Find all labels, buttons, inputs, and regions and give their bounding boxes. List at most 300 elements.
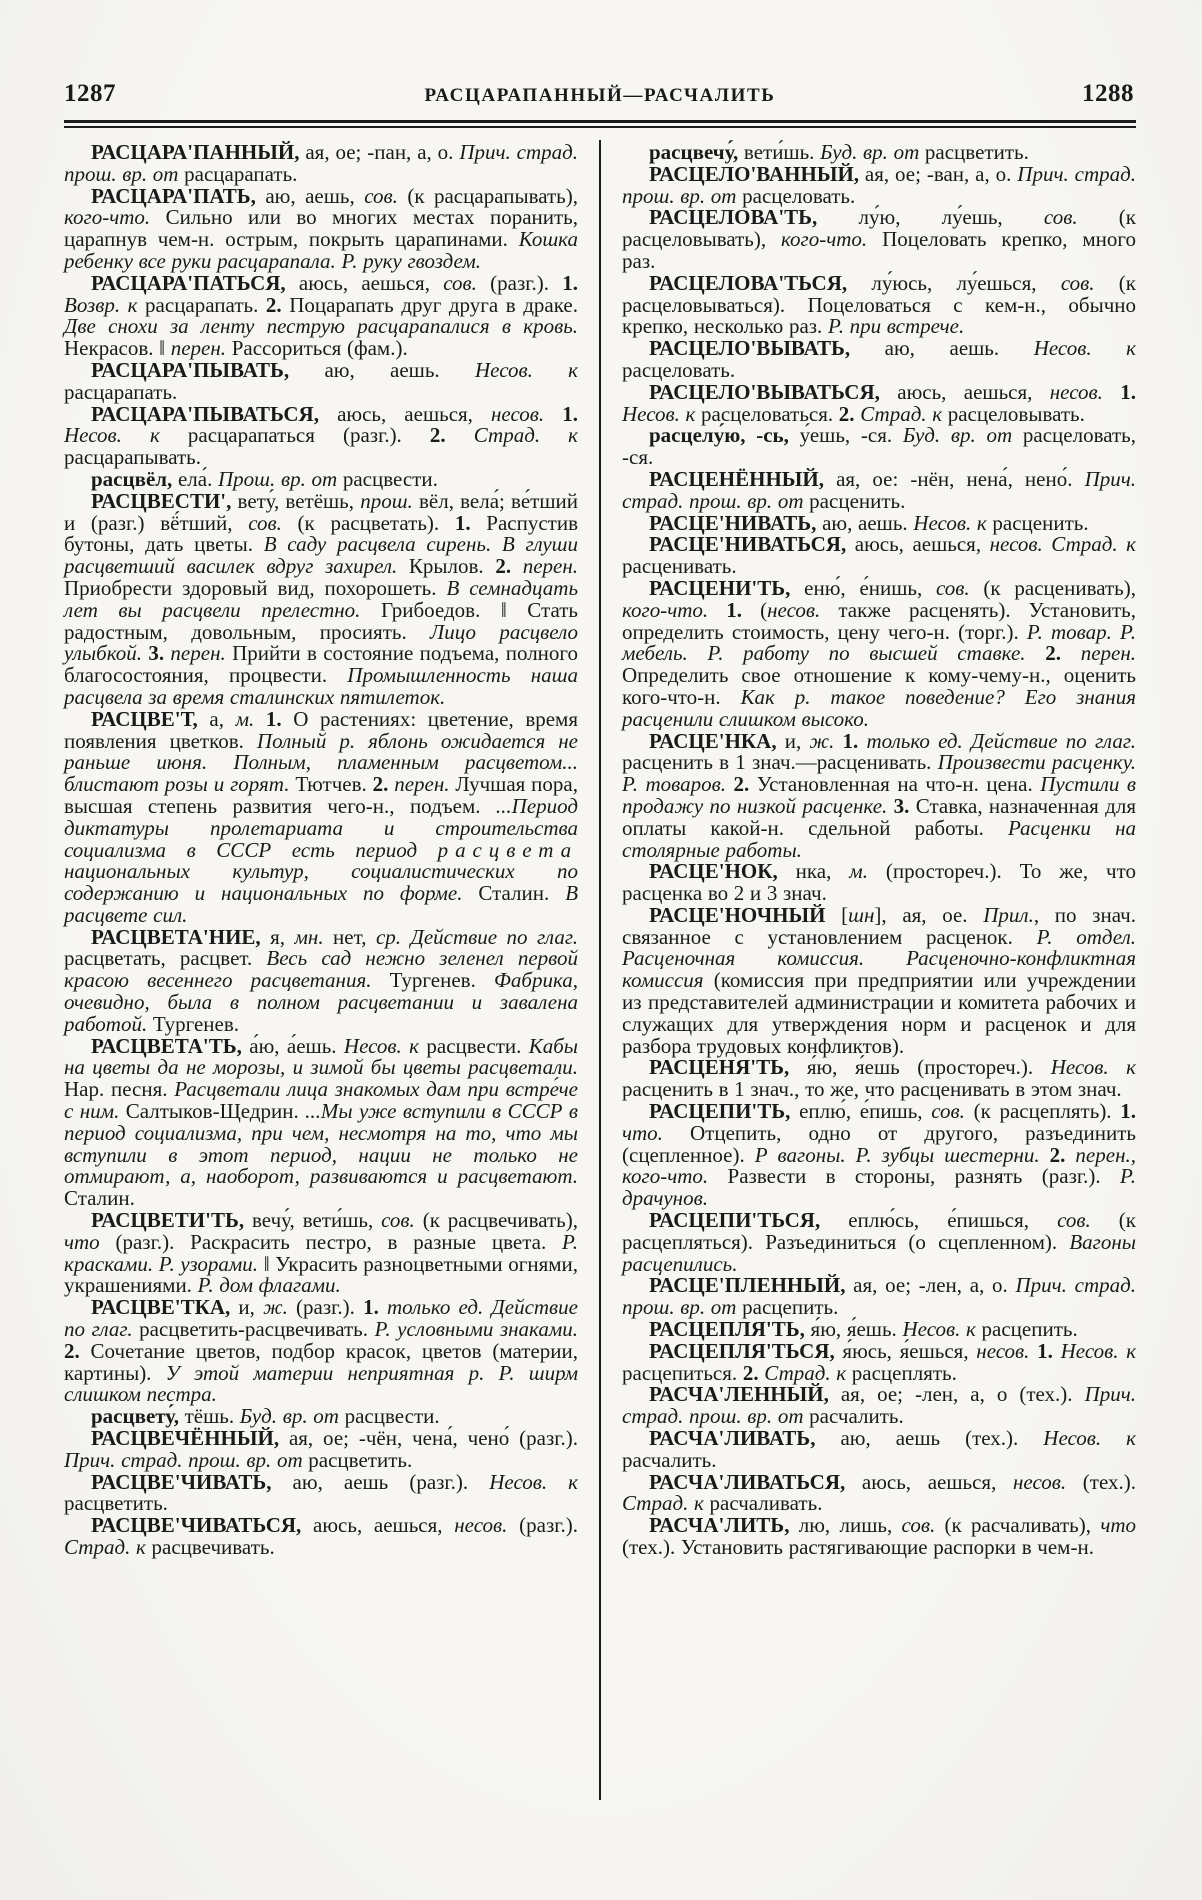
entry-text-run: У этой материи неприятная р. Р. ширм слишком пестра. [64, 1360, 578, 1407]
entry-text-run: Р. условными знаками. [374, 1317, 579, 1342]
entry-text-run: что [1100, 1513, 1136, 1538]
entry-text-run: Распустив бутоны, дать цветы. [64, 510, 578, 557]
entry-text-run: расцветить. [64, 1491, 168, 1516]
entry-text-run: (к расчаливать), [935, 1513, 1101, 1538]
entry-text-run: расцвета [437, 837, 578, 862]
entry-text-run: расцеловать. [736, 183, 856, 208]
entry-text-run: я́юсь, я́ешься, [834, 1338, 977, 1363]
entry-text-run: вету́, ветёшь, [231, 488, 361, 513]
entry-text-run: Пустили в продажу по низкой расценке. [622, 772, 1137, 818]
dictionary-entry [64, 466, 578, 491]
entry-text-run: 1. [726, 597, 743, 622]
entry-text-run: перен. [170, 336, 227, 361]
headword: РАСЦЕНИ'ТЬ, [649, 575, 791, 600]
entry-text-run: 1. [562, 270, 578, 295]
entry-text-run: Промышленность наша расцвела за время сталинских пятилеток. [64, 663, 578, 709]
entry-text-run [511, 554, 523, 578]
headword: РАСЦЕПЛЯ'ТЬ, [649, 1317, 805, 1342]
entry-text-run: 2. [838, 401, 855, 426]
headword: РАСЦЕЛО'ВЫВАТЬСЯ, [649, 379, 880, 404]
entry-text-run: а́ю, а́ешь. [241, 1033, 344, 1058]
entry-text-run: 2. [1045, 641, 1061, 666]
entry-text-run: ж. [809, 728, 835, 753]
entry-text-run: лу́юсь, лу́ешься, [847, 270, 1061, 295]
entry-text-run: Несов. к [1060, 1338, 1137, 1363]
dictionary-entry [622, 466, 1136, 513]
entry-text-run: Две снохи за ленту пеструю расцарапалися в кровь. [64, 314, 578, 339]
page-number-left: 1287 [64, 80, 116, 107]
entry-text-run: расцвести. [419, 1033, 529, 1058]
entry-text-run: у́ешь, -ся. [788, 423, 903, 448]
entry-text-run: перен. [1080, 641, 1137, 666]
entry-text-run: ая, ое; -ван, а, о. [859, 161, 1018, 186]
entry-text-run: (к расцарапывать), [397, 183, 578, 208]
entry-text-run: Грибоедов. ‖ Стать радостным, довольным, просиять. [64, 597, 578, 644]
entry-text-run: расцарапаться (разг.). [159, 423, 430, 448]
entry-text-run: аю, аешь. [850, 336, 1034, 361]
entry-text-run [1043, 532, 1052, 556]
dictionary-entry [64, 401, 579, 470]
dictionary-entry [64, 183, 578, 273]
entry-text-run: расцарапать. [178, 161, 298, 186]
entry-text-run: 2. [1049, 1142, 1066, 1167]
dictionary-entry [64, 1297, 578, 1406]
dictionary-entry [64, 924, 579, 1036]
entry-text-run: Кабы на цветы да не морозы, и зимой бы цветы расцветали. [64, 1033, 578, 1080]
entry-text-run: Как р. такое поведение? Его знания расценили слишком высоко. [622, 684, 1136, 731]
entry-text-run: лю, лишь, [789, 1513, 902, 1538]
entry-text-run: что. [622, 1120, 663, 1145]
header-double-rule [64, 120, 1136, 128]
entry-text-run: 2. [429, 423, 446, 448]
entry-text-run: только ед. Действие по глаг. [866, 728, 1136, 753]
entry-text-run: аю, аешь. [289, 357, 475, 382]
entry-text-run: Несов. к [622, 401, 696, 426]
headword: РАСЦЕЛОВА'ТЬСЯ, [649, 270, 848, 295]
entry-text-run: нет, [323, 924, 376, 949]
entry-text-run: Установленная на что-н. цена. [749, 772, 1041, 797]
dictionary-entry [622, 1210, 1136, 1275]
entry-text-run: Лицо расцвело улыбкой. [64, 619, 579, 666]
entry-text-run: Прич. страд. прош. вр. от [64, 1447, 303, 1472]
dictionary-entry [64, 142, 578, 186]
entry-text-run [1103, 380, 1120, 404]
entry-text-run: Страд. к [860, 401, 943, 426]
entry-text-run: и, [776, 728, 810, 753]
entry-text-run: а, [197, 706, 236, 731]
entry-text-run [1029, 1339, 1037, 1363]
headword: РАСЧА'ЛИВАТЬ, [649, 1426, 816, 1451]
entry-text-run: расценить. [803, 488, 906, 513]
entry-text-run: нка, [777, 859, 850, 884]
entry-text-run: (тех.). [1066, 1469, 1136, 1494]
entry-text-run: ела́. [172, 466, 219, 491]
entry-text-run: я, [260, 924, 295, 949]
headword: РАСЦЕЛОВА'ТЬ, [649, 205, 818, 230]
headword: РАСЦЕ'ПЛЕННЫЙ, [649, 1273, 846, 1298]
entry-text-run [1053, 1339, 1061, 1363]
dictionary-entry [64, 1406, 578, 1428]
headword: РАСЦВЕТИ'ТЬ, [91, 1208, 245, 1233]
entry-text-run: 2. [495, 554, 512, 579]
entry-text-run: несов. [976, 1338, 1030, 1363]
entry-text-run: 3. [893, 793, 910, 818]
headword: РАСЦВЕ'ЧИВАТЬ, [91, 1469, 272, 1494]
entry-text-run: расцветить. [302, 1447, 413, 1472]
entry-text-run: аюсь, аешься, [318, 401, 492, 426]
entry-text-run: Тютчев. [289, 772, 373, 797]
dictionary-entry [622, 207, 1136, 272]
entry-text-run: расчаливать. [703, 1491, 823, 1516]
entry-text-run: Несов. к [1050, 1055, 1136, 1080]
entry-text-run: О растениях: цветение, время появления цветков. [64, 706, 578, 753]
entry-text-run: расцеловывать. [942, 401, 1085, 426]
headword: РАСЦЕНЯ'ТЬ, [649, 1055, 790, 1080]
entry-text-run: расценить. [986, 510, 1089, 535]
entry-text-run: Кошка ребенку все руки расцарапала. Р. руку гвоздем. [64, 227, 578, 273]
entry-text-run: расцарапывать. [64, 445, 202, 470]
entry-text-run: Страд. к [622, 1491, 704, 1516]
headword: РАСЦВЕСТИ', [91, 488, 232, 513]
column-left [64, 142, 578, 1559]
entry-text-run: (разг.). [476, 270, 563, 295]
entry-text-run: Несов. к [64, 423, 160, 448]
entry-text-run: перен., кого-что. [622, 1142, 1136, 1189]
entry-text-run: В семнадцать лет вы расцвели прелестно. [64, 575, 579, 622]
entry-text-run: 1. [1120, 1099, 1136, 1124]
entry-text-run: расценить в 1 знач., то же, что расценивать в этом знач. [622, 1077, 1122, 1102]
entry-text-run: сов. [1057, 1208, 1091, 1233]
entry-text-run: В саду расцвела сирень. В глуши расцветший василек вдруг захирел. [64, 532, 579, 579]
entry-text-run: Прич. страд. прош. вр. от [622, 1273, 1137, 1320]
entry-text-run: Р. при встрече. [827, 314, 965, 339]
entry-text-run: аю, аешь (тех.). [815, 1426, 1044, 1451]
entry-text-run: сов. [1060, 270, 1095, 295]
entry-text-run: Прич. страд. прош. вр. от [64, 140, 578, 186]
column-divider [599, 140, 601, 1800]
entry-text-run: Буд. вр. от [902, 423, 1013, 448]
entry-text-run: Поцеловать крепко, много раз. [622, 227, 1136, 273]
entry-text-run: Прийти в состояние подъема, полного благосостояния, процвести. [64, 641, 578, 688]
entry-text-run: ...Мы уже вступили в СССР в период социализма, при чем, несмотря на то, что мы вступили в этот период, нации не только не отмирают, а, наоборот, развиваются и расцветают. [64, 1099, 578, 1189]
entry-text-run [254, 707, 266, 731]
entry-text-run: Прош. вр. от [218, 466, 338, 491]
entry-text-run: расцвести. [337, 466, 438, 491]
headword: РАСЦАРА'ПАТЬ, [91, 183, 256, 208]
entry-text-run: В расцвете сил. [64, 881, 579, 927]
entry-text-run: Крылов. [397, 554, 496, 579]
entry-text-run: 1. [1120, 379, 1136, 404]
entry-text-run: Буд. вр. от [820, 140, 920, 164]
entry-text-run: Тургенев. [147, 1011, 240, 1036]
entry-text-run: сов. [248, 510, 282, 535]
entry-text-run: расцветить. [919, 140, 1029, 164]
entry-text-run: 2. [265, 292, 282, 317]
entry-text-run: (разг.). [507, 1513, 578, 1538]
entry-text-run: Р вагоны. Р. зубцы шестерни. [754, 1142, 1040, 1167]
entry-text-run: Сильно или во многих местах поранить, царапнув чем-н. острым, покрыть царапинами. [64, 205, 578, 252]
headword: РАСЧА'ЛИВАТЬСЯ, [649, 1469, 846, 1494]
entry-text-run: тёшь. [178, 1404, 240, 1429]
entry-text-run: несов. [1012, 1469, 1067, 1494]
headword: РАСЦЕЛО'ВЫВАТЬ, [649, 336, 851, 361]
entry-text-run: Р. отдел. Расценочная комиссия. Расценочно-конфликтная комиссия [622, 924, 1136, 993]
entry-text-run [708, 598, 726, 622]
entry-text-run: несов. [989, 532, 1043, 557]
entry-text-run: расцепить. [736, 1295, 839, 1320]
entry-text-run: сов. [901, 1513, 936, 1538]
dictionary-entry [622, 338, 1136, 382]
headword: РАСЧА'ЛИТЬ, [649, 1513, 790, 1538]
entry-text-run [858, 729, 866, 753]
headword: РАСЦАРА'ПАННЫЙ, [91, 140, 300, 164]
entry-text-run: еплю́, е́пишь, [790, 1099, 932, 1124]
entry-text-run: аюсь, аешься, [285, 270, 444, 295]
entry-text-run: ая, ое; -чён, чена́, чено́ (разг.). [279, 1426, 578, 1451]
entry-text-run: расцепиться. [622, 1360, 743, 1385]
dictionary-entry [622, 270, 1136, 339]
entry-text-run: (к расценивать), [969, 575, 1136, 600]
entry-text-run: 2. [742, 1360, 759, 1385]
entry-text-run: аюсь, аешься, [879, 379, 1050, 404]
headword: РАСЦВЕ'ЧИВАТЬСЯ, [91, 1513, 302, 1538]
entry-text-run: расцеловать, -ся. [622, 423, 1136, 470]
entry-text-run: прош. [360, 488, 413, 513]
dictionary-entry [622, 1275, 1136, 1319]
entry-text-run: ая, ое; -лен, а, о (тех.). [828, 1382, 1085, 1407]
entry-text-run: Вагоны расцепились. [622, 1229, 1136, 1276]
entry-text-run: 1. [454, 510, 471, 535]
headword: РАСЦЕПИ'ТЬСЯ, [649, 1208, 821, 1233]
entry-text-run: сов. [1043, 205, 1078, 230]
entry-text-run: (к расцеловываться). Поцеловаться с кем-н., обычно крепко, несколько раз. [622, 270, 1136, 339]
entry-text-run: Прич. страд. прош. вр. от [622, 161, 1136, 208]
dictionary-entry [622, 1057, 1136, 1101]
dictionary-entry [622, 1428, 1136, 1472]
entry-text-run: Р. товар. Р. мебель. Р. работу по высшей ставке. [622, 619, 1136, 666]
entry-text-run [834, 729, 842, 753]
headword: РАСЦВЕ'Т, [91, 706, 198, 731]
entry-text-run [379, 1295, 387, 1319]
entry-text-run [1065, 1143, 1075, 1167]
entry-text-run: Страд. к [64, 1535, 146, 1559]
entry-text-run: Р. драчунов. [622, 1164, 1136, 1211]
entry-text-run: Несов. к [902, 1317, 976, 1342]
entry-text-run: Расцветали лица знакомых дам при встре́че с ним. [64, 1077, 578, 1124]
entry-text-run: я́ю, я́ешь. [804, 1317, 903, 1342]
entry-text-run: и, [230, 1295, 264, 1320]
dictionary-entry [622, 1515, 1136, 1559]
entry-text-run: м. [235, 706, 255, 731]
headword: расцелу́ю, -сь, [649, 423, 789, 448]
dictionary-entry [622, 425, 1136, 469]
entry-text-run: перен. [170, 641, 226, 666]
entry-text-run: Страд. к [473, 423, 579, 448]
entry-text-run: Расценки на столярные работы. [622, 815, 1136, 862]
text-columns [64, 142, 1136, 1559]
entry-text-run: 1. [265, 706, 282, 731]
entry-text-run: Полный р. яблонь ожидается не раньше июня. Полным, пламенным расцветом... блистают розы и горят. [64, 728, 578, 797]
dictionary-entry [622, 534, 1136, 578]
entry-text-run: Буд. вр. от [239, 1404, 339, 1429]
headword: РАСЦЕ'НИВАТЬСЯ, [649, 532, 847, 557]
headword: РАСЦВЕТА'НИЕ, [91, 924, 261, 949]
entry-text-run: ( [742, 597, 768, 622]
entry-text-run: мн. [294, 924, 324, 949]
dictionary-entry [622, 1338, 1137, 1385]
entry-text-run: Отцепить, одно от другого, разъединить (сцепленное). [622, 1120, 1136, 1167]
running-head: РАСЦАРАПАННЫЙ—РАСЧАЛИТЬ [424, 85, 776, 106]
entry-text-run: Поцарапать друг друга в драке. [281, 292, 578, 317]
entry-text-run: ая, ое; -лен, а, о. [845, 1273, 1016, 1298]
dictionary-entry [622, 902, 1136, 1058]
column-right [622, 142, 1136, 1559]
headword: РАСЦЕПИ'ТЬ, [649, 1099, 791, 1124]
headword: РАСЦАРА'ПЫВАТЬСЯ, [91, 401, 319, 426]
entry-text-run: Прил. [983, 902, 1034, 927]
entry-text-run: я́ю, я́ешь (простореч.). [789, 1055, 1051, 1080]
entry-text-run [1061, 641, 1081, 665]
dictionary-entry [64, 270, 578, 361]
entry-text-run: Весь сад нежно зеленел первой красою весеннего расцветания. [64, 946, 578, 993]
headword: РАСЦАРА'ПАТЬСЯ, [91, 270, 286, 295]
headword: РАСЦЕ'НКА, [649, 728, 777, 753]
headword: РАСЧА'ЛЕННЫЙ, [649, 1382, 829, 1407]
entry-text-run: только ед. Действие по глаг. [64, 1295, 578, 1342]
entry-text-run: вёл, вела́; ве́тший и (разг.) вё́тший, [64, 488, 578, 535]
entry-text-run: Рассориться (фам.). [226, 336, 408, 361]
entry-text-run: ...Период диктатуры пролетариата и строительства социализма в СССР есть период [64, 793, 578, 862]
entry-text-run: Лучшая пора, высшая степень развития чего-н., подъем. [64, 772, 578, 818]
entry-text-run: 3. [148, 641, 165, 666]
entry-text-run [1026, 641, 1046, 665]
entry-text-run: 2. [733, 772, 750, 797]
entry-text-run [446, 423, 474, 447]
dictionary-entry [622, 161, 1136, 208]
entry-text-run: сов. [381, 1208, 415, 1233]
headword: РАСЦАРА'ПЫВАТЬ, [91, 357, 290, 382]
entry-text-run: кого-что. [64, 205, 151, 230]
entry-text-run: расцарапать. [137, 292, 266, 317]
entry-text-run: Сталин. [462, 881, 566, 906]
headword: РАСЦЕПЛЯ'ТЬСЯ, [649, 1338, 835, 1363]
dictionary-entry [622, 142, 1136, 164]
entry-text-run: аюсь, аешься, [846, 532, 990, 557]
headword: РАСЦЕНЁННЫЙ, [649, 466, 824, 491]
dictionary-entry [64, 1515, 578, 1559]
entry-text-run [1040, 1143, 1050, 1167]
entry-text-run: расцвечивать. [145, 1535, 275, 1559]
headword: РАСЦВЕТА'ТЬ, [91, 1033, 242, 1058]
entry-text-run: (к расцепляться). Разъединиться (о сцепленном). [622, 1208, 1136, 1254]
entry-text-run: шн [848, 902, 875, 927]
entry-text-run: 2. [64, 1338, 80, 1363]
entry-text-run: ж. [263, 1295, 288, 1320]
entry-text-run: Несов. к [913, 510, 987, 535]
entry-text-run: несов. [767, 597, 821, 622]
entry-text-run: Несов. к [1043, 1426, 1136, 1451]
page-header [64, 72, 1136, 120]
entry-text-run: сов. [931, 1099, 965, 1124]
dictionary-entry [64, 488, 579, 709]
dictionary-entry [622, 379, 1136, 426]
entry-text-run: ср. Действие по глаг. [375, 924, 579, 949]
entry-text-run: сов. [936, 575, 970, 600]
headword: РАСЦЕЛО'ВАННЫЙ, [649, 161, 860, 186]
page-number-right: 1288 [1082, 80, 1134, 107]
entry-text-run: Тургенев. [371, 968, 494, 993]
dictionary-entry [64, 1033, 578, 1211]
headword: расцвёл, [91, 466, 173, 491]
entry-text-run: расцепить. [975, 1317, 1078, 1342]
entry-text-run: (к расцеловывать), [622, 205, 1136, 252]
entry-text-run: Сталин. [64, 1186, 135, 1211]
entry-text-run: аю, аешь, [255, 183, 365, 208]
headword: РАСЦВЕ'ТКА, [91, 1295, 231, 1320]
headword: РАСЦЕ'НОК, [649, 859, 778, 884]
entry-text-run: еню́, е́нишь, [790, 575, 936, 600]
entry-text-run: расчалить. [803, 1404, 904, 1429]
entry-text-run: расцвести. [338, 1404, 440, 1429]
entry-text-run: аю, аешь (разг.). [271, 1469, 490, 1494]
dictionary-entry [64, 706, 579, 927]
entry-text-run: (разг.). [287, 1295, 364, 1320]
entry-text-run: Определить свое отношение к кому-чему-н., оценить кого-что-н. [622, 663, 1136, 709]
entry-text-run: расцарапать. [64, 379, 178, 404]
entry-text-run: ая, ое; -пан, а, о. [299, 140, 460, 164]
entry-text-run: (комиссия при предприятии или учреждении из представителей администрации и комитета рабочих и служащих для утверждения норм и расценок и для разбора трудовых конфликтов). [622, 968, 1136, 1058]
dictionary-entry [622, 728, 1137, 862]
entry-text-run: Ставка, назначенная для оплаты какой-н. сдельной работы. [622, 793, 1136, 840]
entry-text-run: аюсь, аешься, [845, 1469, 1013, 1494]
entry-text-run: 1. [842, 728, 859, 753]
entry-text-run: Р. дом флагами. [197, 1273, 341, 1298]
dictionary-entry [622, 1101, 1136, 1210]
dictionary-entry [622, 1319, 1136, 1341]
entry-text-run: м. [849, 859, 868, 884]
entry-text-run: [ [825, 902, 849, 927]
entry-text-run: несов. [1049, 379, 1103, 404]
entry-text-run: расцеплять. [846, 1360, 957, 1385]
entry-text-run: расцветить-расцвечивать. [132, 1317, 375, 1342]
entry-text-run: 1. [562, 401, 578, 426]
entry-text-run: перен. [394, 772, 450, 797]
entry-text-run: лу́ю, лу́ешь, [817, 205, 1044, 230]
entry-text-run: аюсь, аешься, [301, 1513, 455, 1538]
entry-text-run: (к расцвечивать), [414, 1208, 578, 1233]
entry-text-run: Несов. к [474, 357, 578, 382]
headword: РАСЦВЕЧЁННЫЙ, [91, 1426, 280, 1451]
dictionary-entry [64, 357, 578, 404]
entry-text-run: Нар. песня. [64, 1077, 175, 1102]
entry-text-run: Сочетание цветов, подбор красок, цветов (материи, картины). [64, 1338, 578, 1385]
entry-text-run: (тех.). Установить растягивающие распорки в чем-н. [622, 1535, 1094, 1559]
entry-text-run: вечу́, вети́шь, [244, 1208, 382, 1233]
entry-text-run: Страд. к [1051, 532, 1136, 557]
entry-text-run: расцветать, расцвет. [64, 946, 267, 971]
entry-text-run: Возвр. к [64, 292, 138, 317]
dictionary-entry [622, 1469, 1136, 1516]
entry-text-run: Несов. к [489, 1469, 578, 1494]
entry-text-run: Страд. к [764, 1360, 847, 1385]
entry-text-run: 1. [1037, 1338, 1053, 1363]
entry-text-run: 2. [372, 772, 389, 797]
entry-text-run: Прич. страд. прош. вр. от [622, 1382, 1136, 1429]
entry-text-run: Несов. к [1033, 336, 1136, 361]
entry-text-run: национальных культур, социалистических по содержанию и национальных по форме. [64, 859, 578, 906]
dictionary-entry [64, 1428, 578, 1472]
entry-text-run: Некрасов. ‖ [64, 336, 171, 361]
